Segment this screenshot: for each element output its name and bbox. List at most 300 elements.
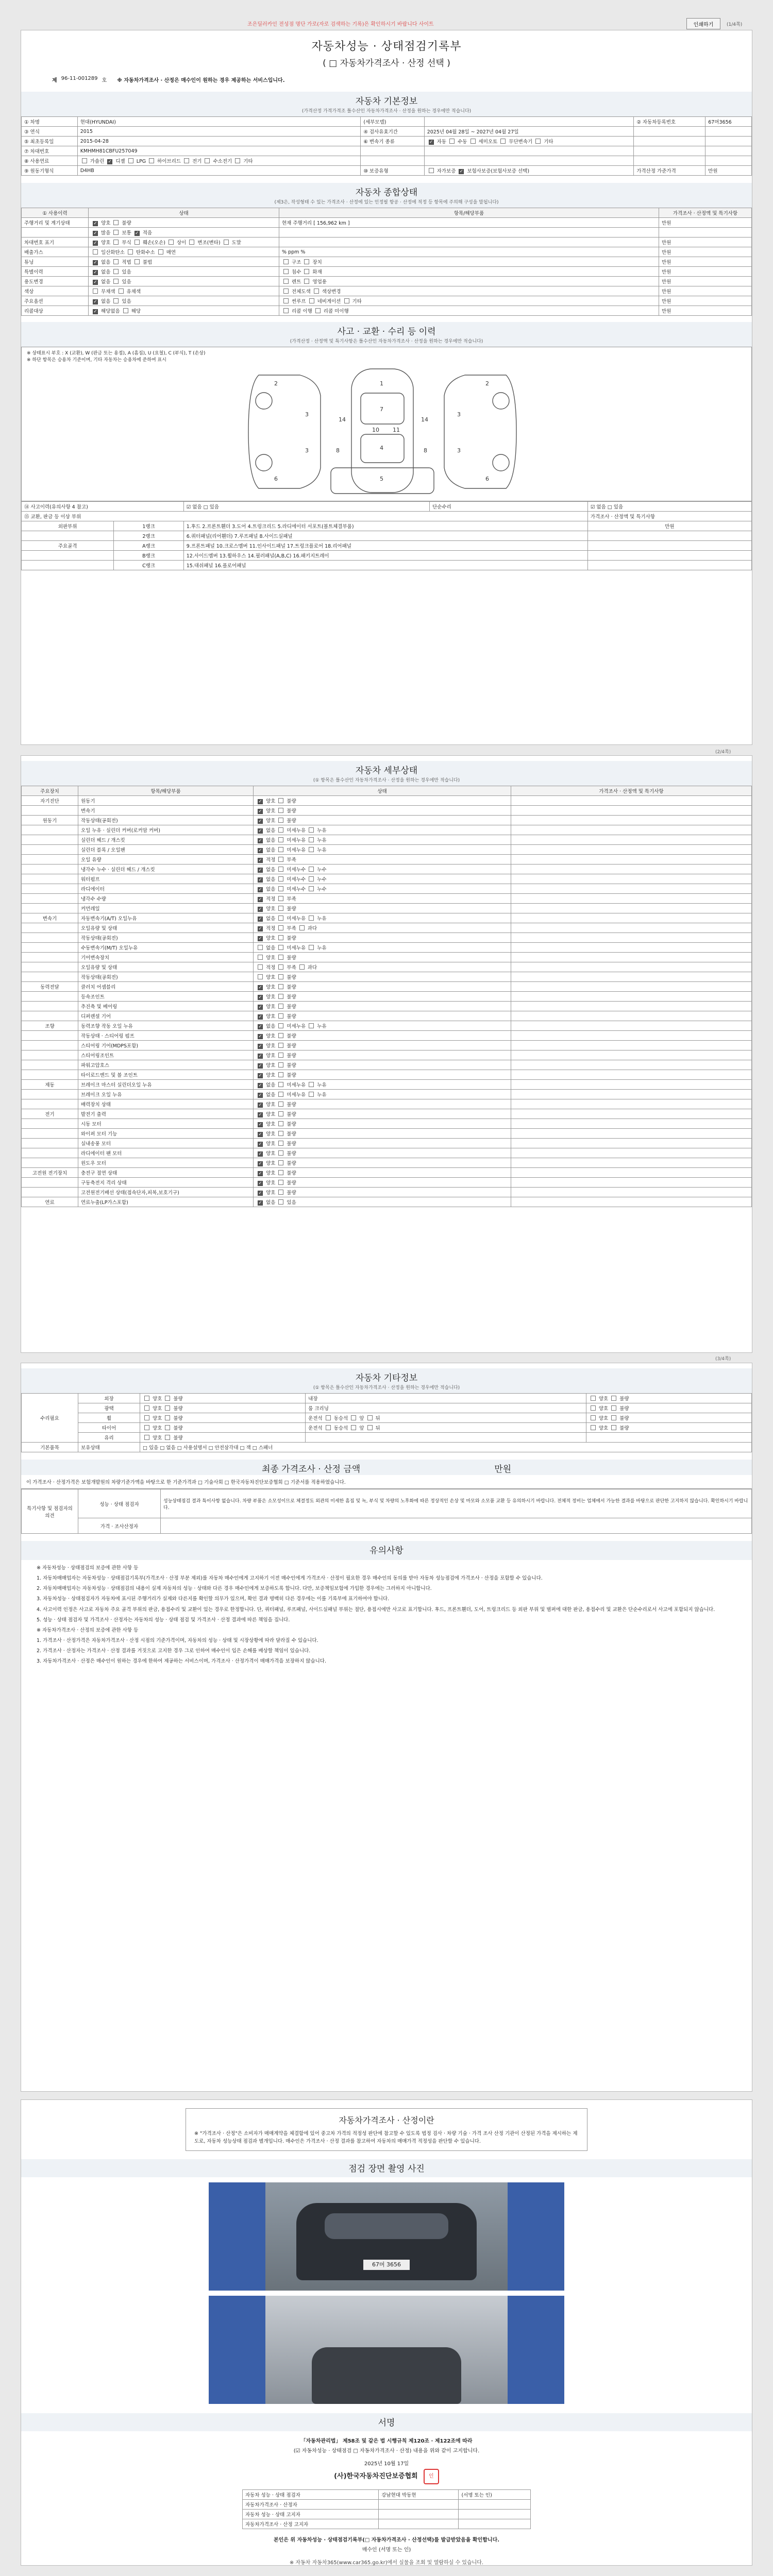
checkbox[interactable] (278, 827, 283, 833)
checkbox[interactable] (278, 886, 283, 891)
checkbox[interactable] (135, 259, 140, 264)
checkbox[interactable] (113, 279, 119, 284)
checkbox-checked[interactable]: ✓ (258, 1122, 262, 1127)
checkbox[interactable] (309, 837, 314, 842)
detail-state[interactable]: 없음 미세누유 누유 (254, 943, 511, 953)
checkbox-checked[interactable]: ✓ (258, 1200, 262, 1206)
repair-state-2[interactable]: 양호 불량 (586, 1413, 751, 1423)
detail-state[interactable]: ✓ 양호 불량 (254, 1178, 511, 1188)
repair-state-2[interactable] (586, 1433, 751, 1443)
checkbox-checked[interactable]: ✓ (258, 1132, 262, 1137)
checkbox[interactable] (278, 994, 283, 999)
checkbox[interactable] (123, 308, 128, 313)
checkbox[interactable] (309, 1023, 314, 1028)
checkbox[interactable] (144, 1425, 149, 1430)
detail-state[interactable]: ✓ 양호 불량 (254, 982, 511, 992)
svg-text:7: 7 (380, 406, 383, 413)
checkbox[interactable] (367, 1415, 373, 1420)
checkbox[interactable] (309, 886, 314, 891)
detail-state[interactable]: ✓ 양호 불량 (254, 1060, 511, 1070)
detail-item: 수동변속기(M/T) 오일누유 (78, 943, 254, 953)
checkbox[interactable] (304, 259, 309, 264)
checkbox[interactable] (165, 1396, 170, 1401)
checkbox[interactable] (278, 896, 283, 901)
note-item: 2. 가격조사 · 산정자는 가격조사 · 산정 결과를 거짓으로 고지한 경우 그로 인하여 매수인이 입은 손해를 배상할 책임이 있습니다. (37, 1648, 311, 1654)
checkbox-checked[interactable]: ✓ (258, 838, 262, 843)
checkbox[interactable] (326, 1425, 331, 1430)
repair-item: 광택 (78, 1403, 140, 1413)
detail-amount (511, 1002, 752, 1011)
detail-state[interactable]: ✓ 없음 미세누유 누유 (254, 1080, 511, 1090)
checkbox-checked[interactable]: ✓ (258, 1161, 262, 1166)
checkbox-checked[interactable]: ✓ (258, 1142, 262, 1147)
detail-state[interactable]: ✓ 적정 부족 (254, 855, 511, 865)
checkbox[interactable] (165, 1415, 170, 1420)
checkbox-checked[interactable]: ✓ (93, 221, 97, 226)
checkbox[interactable] (304, 269, 309, 274)
detail-row (22, 972, 752, 982)
detail-state[interactable]: ✓ 없음 미세누유 누유 (254, 1090, 511, 1099)
detail-state[interactable]: ✓ 양호 불량 (254, 1099, 511, 1109)
checkbox[interactable] (470, 139, 476, 144)
svg-text:3: 3 (457, 411, 461, 418)
checkbox[interactable] (299, 964, 305, 970)
checkbox[interactable] (278, 1013, 283, 1019)
checkbox[interactable] (128, 249, 133, 255)
checkbox[interactable] (278, 1170, 283, 1175)
checkbox-checked[interactable]: ✓ (258, 1063, 262, 1069)
checkbox-checked[interactable]: ✓ (135, 231, 139, 236)
checkbox[interactable] (278, 916, 283, 921)
detail-state[interactable]: ✓ 양호 불량 (254, 1011, 511, 1021)
checkbox[interactable] (309, 876, 314, 882)
checkbox[interactable] (278, 955, 283, 960)
detail-state[interactable]: ✓ 양호 불량 (254, 816, 511, 825)
detail-state[interactable]: ✓ 없음 미세누수 누수 (254, 865, 511, 874)
detail-state[interactable]: ✓ 적정 부족 (254, 894, 511, 904)
checkbox[interactable] (278, 1180, 283, 1185)
cell: 현대(HYUNDAI) (77, 117, 361, 127)
detail-amount (511, 1139, 752, 1148)
detail-state[interactable]: ✓ 양호 불량 (254, 1002, 511, 1011)
cell: % ppm % (279, 247, 659, 257)
detail-state[interactable]: 양호 불량 (254, 972, 511, 982)
checkbox[interactable] (113, 298, 119, 303)
checkbox-checked[interactable]: ✓ (258, 1014, 262, 1020)
checkbox[interactable] (113, 259, 119, 264)
checkbox[interactable] (299, 925, 305, 930)
checkbox[interactable] (119, 289, 124, 294)
checkbox[interactable] (278, 1150, 283, 1156)
cell: 구조 장치 (279, 257, 659, 267)
checkbox[interactable] (149, 158, 154, 163)
repair-state[interactable]: 양호 불량 (140, 1433, 306, 1443)
detail-state[interactable]: ✓ 양호 불량 (254, 1188, 511, 1197)
detail-item: 작동상태 · 스티어링 펌프 (78, 1031, 254, 1041)
checkbox-checked[interactable]: ✓ (429, 140, 433, 145)
cell (705, 127, 752, 137)
checkbox[interactable] (283, 289, 289, 294)
detail-row (22, 894, 752, 904)
detail-state[interactable]: ✓ 양호 불량 (254, 1158, 511, 1168)
checkbox[interactable] (315, 308, 321, 313)
checkbox-checked[interactable]: ✓ (258, 848, 262, 853)
checkbox[interactable] (304, 279, 309, 284)
checkbox[interactable] (278, 1004, 283, 1009)
checkbox[interactable] (278, 1141, 283, 1146)
repair-state[interactable]: 양호 불량 (140, 1413, 306, 1423)
svg-text:2: 2 (485, 380, 489, 387)
detail-state[interactable]: ✓ 양호 불량 (254, 1148, 511, 1158)
checkbox[interactable] (611, 1425, 616, 1430)
checkbox[interactable] (278, 857, 283, 862)
checkbox[interactable] (278, 1043, 283, 1048)
checkbox-checked[interactable]: ✓ (258, 819, 262, 824)
detail-amount (511, 1178, 752, 1188)
cell: 자동차가격조사 · 산정 고지자 (243, 2519, 379, 2529)
checkbox-checked[interactable]: ✓ (93, 260, 97, 265)
checkbox[interactable] (144, 1435, 149, 1440)
checkbox-checked[interactable]: ✓ (108, 159, 112, 164)
checkbox-checked[interactable]: ✓ (258, 799, 262, 804)
checkbox-checked[interactable]: ✓ (93, 309, 97, 314)
checkbox[interactable] (278, 1072, 283, 1077)
checkbox-checked[interactable]: ✓ (258, 1073, 262, 1078)
checkbox[interactable] (611, 1415, 616, 1420)
checkbox[interactable] (611, 1396, 616, 1401)
checkbox[interactable] (278, 1199, 283, 1205)
checkbox[interactable] (278, 1053, 283, 1058)
acc-rank: 1랭크 (114, 521, 183, 531)
detail-item: 기어변속장치 (78, 953, 254, 962)
checkbox[interactable] (258, 945, 263, 950)
checkbox[interactable] (278, 818, 283, 823)
checkbox[interactable] (351, 1425, 356, 1430)
detail-state[interactable]: ✓ 양호 불량 (254, 1031, 511, 1041)
checkbox-checked[interactable]: ✓ (258, 1181, 262, 1186)
repair-state-2[interactable]: 양호 불량 (586, 1403, 751, 1413)
checkbox[interactable] (278, 1101, 283, 1107)
checkbox[interactable] (309, 1092, 314, 1097)
acc-parts: 1.후드 2.프론트휀더 3.도어 4.트렁크리드 5.라디에이터 서포트(볼트체결부품) (183, 521, 587, 531)
detail-state[interactable]: ✓ 양호 불량 (254, 1119, 511, 1129)
detail-state[interactable]: ✓ 없음 미세누유 누유 (254, 1021, 511, 1031)
detail-state[interactable]: ✓ 양호 불량 (254, 796, 511, 806)
checkbox[interactable] (278, 867, 283, 872)
checkbox[interactable] (500, 139, 506, 144)
basic-row (22, 166, 752, 176)
checkbox-checked[interactable]: ✓ (93, 280, 97, 285)
checkbox-checked[interactable]: ✓ (258, 828, 262, 834)
top-notice[interactable]: 조은딜러카인 전성점 명단 가로(자로 검색하는 기록)은 확인하시기 바랍니다 사이트 (247, 22, 434, 27)
note-item: 1. 자동차매매업자는 자동차성능 · 상태점검기록부(가격조사 · 산정 부분 제외)를 자동차 매수인에게 고지하기 이전 매수인에게 가격조사 · 산정이 필요한 경우 매수인의 동의를 받아 자동차 성능점검에 가격조사 · 산정을 포함할 수 있습니다. (37, 1575, 543, 1582)
detail-amount (511, 796, 752, 806)
cell: (세부모델) (361, 117, 424, 127)
accident-q2-v[interactable]: ☑ 없음 □ 있음 (587, 502, 751, 512)
cell: 특별이력 (22, 267, 89, 277)
checkbox[interactable] (278, 1190, 283, 1195)
checkbox-checked[interactable]: ✓ (258, 887, 262, 892)
checkbox[interactable] (309, 298, 314, 303)
detail-state[interactable]: ✓ 없음 미세누유 누유 (254, 845, 511, 855)
detail-state[interactable]: ✓ 없음 있음 (254, 1197, 511, 1207)
checkbox[interactable] (309, 1082, 314, 1087)
checkbox[interactable] (169, 240, 174, 245)
checkbox[interactable] (165, 1425, 170, 1430)
checkbox[interactable] (93, 249, 98, 255)
checkbox-checked[interactable]: ✓ (258, 1103, 262, 1108)
opinion-b-label: 가격 · 조사산정자 (78, 1518, 161, 1534)
checkbox[interactable] (278, 1111, 283, 1116)
checkbox[interactable] (591, 1396, 596, 1401)
checkbox[interactable] (135, 240, 140, 245)
cell: ⑥ 변속기 종류 (361, 137, 424, 146)
checkbox[interactable] (278, 837, 283, 842)
opinion-table (21, 1489, 752, 1534)
checkbox[interactable] (591, 1425, 596, 1430)
sign-table (242, 2489, 531, 2529)
checkbox[interactable] (449, 139, 455, 144)
checkbox-checked[interactable]: ✓ (258, 1034, 262, 1039)
checkbox[interactable] (189, 240, 194, 245)
detail-state[interactable]: ✓ 없음 미세누유 누유 (254, 913, 511, 923)
svg-text:3: 3 (305, 411, 309, 418)
checkbox-checked[interactable]: ✓ (258, 936, 262, 941)
detail-state[interactable]: ✓ 양호 불량 (254, 1129, 511, 1139)
checkbox[interactable] (278, 925, 283, 930)
price-unit: 만원 (494, 1464, 512, 1475)
checkbox-checked[interactable]: ✓ (93, 241, 97, 246)
cell (424, 146, 634, 156)
checkbox[interactable] (258, 964, 263, 970)
cell: 67머3656 (705, 117, 752, 127)
checkbox[interactable] (278, 974, 283, 979)
detail-state[interactable]: ✓ 양호 불량 (254, 904, 511, 913)
cell: ✓ 없음 있음 (89, 267, 279, 277)
detail-state[interactable]: ✓ 양호 불량 (254, 933, 511, 943)
checkbox[interactable] (158, 249, 163, 255)
checkbox[interactable] (113, 269, 119, 274)
checkbox[interactable] (283, 259, 289, 264)
detail-state[interactable]: ✓ 없음 미세누수 누수 (254, 884, 511, 894)
checkbox[interactable] (326, 1415, 331, 1420)
checkbox[interactable] (278, 1023, 283, 1028)
checkbox[interactable] (113, 230, 119, 235)
detail-state[interactable]: ✓ 적정 부족 과다 (254, 923, 511, 933)
detail-amount (511, 1188, 752, 1197)
checkbox-checked[interactable]: ✓ (459, 169, 464, 174)
detail-state[interactable]: ✓ 양호 불량 (254, 1050, 511, 1060)
checkbox[interactable] (309, 916, 314, 921)
checkbox[interactable] (309, 945, 314, 950)
checkbox[interactable] (278, 798, 283, 803)
checkbox[interactable] (144, 1396, 149, 1401)
checkbox[interactable] (278, 984, 283, 989)
cell: 리콜 이행 리콜 미이행 (279, 306, 659, 316)
checkbox[interactable] (314, 289, 319, 294)
checkbox[interactable] (184, 158, 189, 163)
checkbox[interactable] (278, 1082, 283, 1087)
checkbox[interactable] (278, 1092, 283, 1097)
checkbox[interactable] (351, 1415, 356, 1420)
svg-text:4: 4 (380, 445, 383, 451)
checkbox[interactable] (278, 876, 283, 882)
detail-item: 작동상태(공회전) (78, 816, 254, 825)
detail-state[interactable]: ✓ 양호 불량 (254, 1070, 511, 1080)
checkbox[interactable] (205, 158, 210, 163)
checkbox[interactable] (283, 308, 289, 313)
checkbox-checked[interactable]: ✓ (258, 809, 262, 814)
checkbox-checked[interactable]: ✓ (258, 1005, 262, 1010)
checkbox-checked[interactable]: ✓ (258, 1054, 262, 1059)
checkbox[interactable] (278, 964, 283, 970)
detail-item: 실린더 헤드 / 개스킷 (78, 835, 254, 845)
cell: ② 자동차등록번호 (634, 117, 705, 127)
acc-rank: B랭크 (114, 551, 183, 561)
checkbox[interactable] (278, 906, 283, 911)
checkbox[interactable] (278, 1131, 283, 1136)
checkbox[interactable] (278, 1062, 283, 1067)
detail-amount (511, 933, 752, 943)
checkbox-checked[interactable]: ✓ (93, 270, 97, 275)
basic-item-value[interactable]: □ 있음 □ 없음 □ 사용설명서 □ 안전삼각대 □ 잭 □ 스패너 (140, 1443, 752, 1452)
checkbox-checked[interactable]: ✓ (93, 299, 97, 304)
checkbox[interactable] (283, 298, 289, 303)
checkbox[interactable] (93, 289, 98, 294)
checkbox[interactable] (235, 158, 240, 163)
detail-group (22, 962, 78, 972)
detail-state[interactable]: ✓ 없음 미세누유 누유 (254, 825, 511, 835)
checkbox[interactable] (278, 808, 283, 813)
checkbox[interactable] (309, 867, 314, 872)
doc-number: 96-11-001289 (61, 76, 98, 81)
detail-state[interactable]: ✓ 없음 미세누수 누수 (254, 874, 511, 884)
detail-amount (511, 1050, 752, 1060)
checkbox[interactable] (144, 1415, 149, 1420)
checkbox[interactable] (611, 1405, 616, 1411)
checkbox[interactable] (165, 1405, 170, 1411)
checkbox[interactable] (591, 1415, 596, 1420)
checkbox[interactable] (113, 240, 119, 245)
cell (379, 2500, 459, 2510)
checkbox[interactable] (258, 955, 263, 960)
checkbox[interactable] (309, 847, 314, 852)
detail-state[interactable]: ✓ 양호 불량 (254, 1041, 511, 1050)
cell: 만원 (659, 238, 752, 247)
detail-h2: 상태 (254, 786, 511, 796)
doc-subtitle: ( □ 자동차가격조사 · 산정 선택 ) (323, 58, 450, 69)
checkbox[interactable] (344, 298, 349, 303)
checkbox-checked[interactable]: ✓ (258, 917, 262, 922)
checkbox[interactable] (367, 1425, 373, 1430)
repair-state[interactable]: 양호 불량 (140, 1403, 306, 1413)
repair-state-2[interactable]: 양호 불량 (586, 1394, 751, 1403)
checkbox[interactable] (165, 1435, 170, 1440)
checkbox-checked[interactable]: ✓ (258, 1093, 262, 1098)
checkbox-checked[interactable]: ✓ (258, 897, 262, 902)
synthesis-row (22, 267, 752, 277)
checkbox[interactable] (535, 139, 541, 144)
detail-group (22, 1158, 78, 1168)
detail-state[interactable]: ✓ 양호 불량 (254, 806, 511, 816)
detail-state[interactable]: ✓ 양호 불량 (254, 1139, 511, 1148)
detail-group (22, 874, 78, 884)
checkbox-checked[interactable]: ✓ (258, 1112, 262, 1117)
checkbox-checked[interactable]: ✓ (93, 231, 97, 236)
checkbox[interactable] (82, 158, 87, 163)
basic-item-label: 기본품목 (22, 1443, 78, 1452)
checkbox-checked[interactable]: ✓ (258, 858, 262, 863)
detail-group (22, 1011, 78, 1021)
checkbox-checked[interactable]: ✓ (258, 1151, 262, 1157)
checkbox[interactable] (224, 240, 229, 245)
checkbox[interactable] (278, 847, 283, 852)
accident-q1-v[interactable]: ☑ 없음 □ 있음 (183, 502, 429, 512)
cell (279, 238, 659, 247)
checkbox[interactable] (144, 1405, 149, 1411)
checkbox[interactable] (591, 1405, 596, 1411)
checkbox-checked[interactable]: ✓ (258, 1191, 262, 1196)
checkbox-checked[interactable]: ✓ (258, 1044, 262, 1049)
detail-item: 스티어링조인트 (78, 1050, 254, 1060)
checkbox[interactable] (283, 279, 289, 284)
acc-amount (587, 531, 751, 541)
checkbox[interactable] (429, 168, 434, 173)
checkbox[interactable] (278, 945, 283, 950)
checkbox[interactable] (278, 1160, 283, 1165)
checkbox-checked[interactable]: ✓ (258, 1024, 262, 1029)
detail-item: 워터펌프 (78, 874, 254, 884)
detail-amount (511, 816, 752, 825)
detail-state[interactable]: ✓ 양호 불량 (254, 992, 511, 1002)
checkbox-checked[interactable]: ✓ (258, 985, 262, 990)
cell: 강남현대 박동현 (379, 2490, 459, 2500)
svg-text:8: 8 (424, 447, 427, 454)
repair-state[interactable]: 양호 불량 (140, 1394, 306, 1403)
checkbox[interactable] (113, 220, 119, 225)
checkbox-checked[interactable]: ✓ (258, 907, 262, 912)
print-button[interactable]: 인쇄하기 (686, 18, 720, 29)
checkbox-checked[interactable]: ✓ (258, 995, 262, 1000)
accident-sub: (가격산정 · 산정액 및 특기사항은 틀수산인 자동차가격조사 · 산정을 원하는 경우에만 적습니다) (21, 337, 752, 347)
basic-info-table (21, 116, 752, 176)
checkbox-checked[interactable]: ✓ (258, 926, 262, 931)
detail-row (22, 904, 752, 913)
checkbox-checked[interactable]: ✓ (258, 1171, 262, 1176)
detail-state[interactable]: 양호 불량 (254, 953, 511, 962)
detail-item: 오일 누유 · 실린더 커버(로커암 커버) (78, 825, 254, 835)
repair-state-2[interactable]: 양호 불량 (586, 1423, 751, 1433)
detail-row (22, 796, 752, 806)
checkbox[interactable] (258, 974, 263, 979)
detail-state[interactable]: ✓ 양호 불량 (254, 1168, 511, 1178)
detail-state[interactable]: ✓ 양호 불량 (254, 1109, 511, 1119)
checkbox[interactable] (278, 1121, 283, 1126)
repair-state[interactable]: 양호 불량 (140, 1423, 306, 1433)
checkbox-checked[interactable]: ✓ (258, 868, 262, 873)
detail-state[interactable]: ✓ 없음 미세누유 누유 (254, 835, 511, 845)
cell: 배출가스 (22, 247, 89, 257)
checkbox[interactable] (278, 1033, 283, 1038)
checkbox[interactable] (278, 935, 283, 940)
repair-row (22, 1403, 752, 1413)
checkbox-checked[interactable]: ✓ (258, 1083, 262, 1088)
checkbox[interactable] (128, 158, 133, 163)
detail-state[interactable]: 적정 부족 과다 (254, 962, 511, 972)
checkbox[interactable] (309, 827, 314, 833)
checkbox-checked[interactable]: ✓ (258, 877, 262, 883)
checkbox[interactable] (283, 269, 289, 274)
